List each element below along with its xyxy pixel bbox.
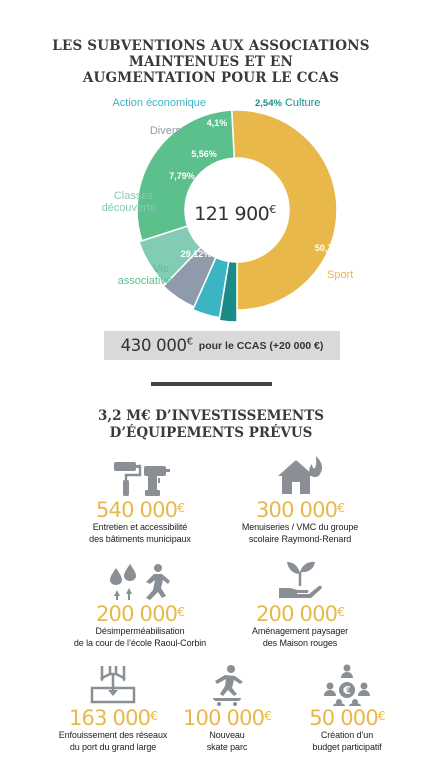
- investment-amount-unit: €: [150, 709, 158, 723]
- investment-amount: 50 000€: [309, 706, 385, 730]
- investment-amount-unit: €: [177, 501, 185, 515]
- investment-amount: 540 000€: [95, 498, 185, 522]
- investment-item: [58, 562, 222, 649]
- slice-percent-action-economique: 4,1%: [206, 118, 228, 128]
- investments-title-line: D’ÉQUIPEMENTS PRÉVUS: [109, 425, 313, 441]
- investment-desc-line: Nouveau: [209, 730, 245, 740]
- investment-amount-unit: €: [177, 605, 185, 619]
- investment-amount: 300 000€: [255, 498, 345, 522]
- investment-desc-line: budget participatif: [312, 741, 382, 752]
- investment-amount: 200 000€: [95, 602, 185, 626]
- investment-item: [48, 664, 178, 753]
- subsidies-title-line: LES SUBVENTIONS AUX ASSOCIATIONS: [52, 38, 370, 54]
- subsidies-donut-chart: [0, 0, 422, 330]
- slice-label-sport: Sport: [327, 269, 354, 281]
- investment-amount: 100 000€: [182, 706, 272, 730]
- donut-total-label: 121 900€: [194, 203, 276, 225]
- investment-amount: 163 000€: [68, 706, 158, 730]
- investment-desc-line: scolaire Raymond-Renard: [248, 533, 352, 544]
- ccas-text: pour le CCAS (+20 000 €): [198, 339, 324, 352]
- investment-item: [220, 558, 380, 649]
- investment-desc-line: Désimperméabilisation: [95, 626, 185, 636]
- slice-label-classes-line2: découverte: [101, 202, 156, 214]
- investment-item: [220, 454, 380, 545]
- slice-label-action-economique: Action économique: [112, 97, 206, 109]
- investment-item: [292, 664, 402, 753]
- ccas-amount-unit: €: [186, 336, 193, 348]
- network-burial-icon: [90, 664, 136, 706]
- water-drops-runner-icon: [106, 562, 174, 602]
- skateboarder-icon: [207, 664, 247, 706]
- slice-name-culture: Culture: [284, 97, 321, 109]
- investments-title: [0, 408, 422, 442]
- slice-label-divers: Divers: [149, 125, 181, 137]
- ccas-budget-box: [104, 331, 340, 360]
- ccas-amount: 430 000€: [120, 336, 193, 355]
- paint-roller-drill-icon: [110, 460, 170, 498]
- slice-label-vie-line1: Vie: [153, 263, 169, 275]
- slice-percent-sport: 50,78%: [314, 243, 346, 253]
- investment-desc-line: des Maison rouges: [262, 637, 338, 648]
- svg-text:€: €: [343, 684, 351, 697]
- investment-desc-line: du port du grand large: [69, 741, 157, 752]
- investments-title-line: 3,2 M€ D’INVESTISSEMENTS: [97, 408, 325, 424]
- investment-desc-line: Création d’un: [320, 730, 374, 740]
- people-euro-icon: [323, 664, 371, 706]
- slice-label-culture: [255, 97, 320, 109]
- slice-percent-culture: 2,54%: [255, 98, 282, 109]
- plant-hand-icon: [275, 558, 325, 602]
- investment-amount-unit: €: [377, 709, 385, 723]
- investment-amount-unit: €: [337, 605, 345, 619]
- investment-desc-line: Entretien et accessibilité: [92, 522, 188, 532]
- investment-desc-line: Enfouissement des réseaux: [58, 730, 168, 740]
- donut-total-unit: €: [269, 203, 276, 216]
- investment-desc-line: des bâtiments municipaux: [89, 533, 191, 544]
- slice-percent-divers: 5,56%: [191, 149, 217, 159]
- investment-desc-line: de la cour de l’école Raoul-Corbin: [73, 637, 207, 648]
- house-flame-icon: [272, 454, 328, 498]
- subsidies-title-line: MAINTENUES ET EN: [128, 54, 294, 70]
- slice-label-classes-line1: Classes: [113, 190, 153, 202]
- slice-label-vie-associative: [118, 263, 172, 287]
- slice-percent-vie-associative: 29,12%: [180, 249, 212, 259]
- slice-percent-classes-decouverte: 7,79%: [169, 171, 195, 181]
- investment-item: [60, 460, 220, 545]
- section-divider: [151, 382, 272, 386]
- investment-desc-line: Menuiseries / VMC du groupe: [241, 522, 359, 532]
- investment-item: [172, 664, 282, 753]
- investment-amount-unit: €: [264, 709, 272, 723]
- subsidies-title-line: AUGMENTATION POUR LE CCAS: [82, 70, 340, 86]
- slice-label-vie-line2: associative: [117, 275, 172, 287]
- investment-desc-line: Aménagement paysager: [251, 626, 349, 636]
- investment-amount: 200 000€: [255, 602, 345, 626]
- investment-amount-unit: €: [337, 501, 345, 515]
- investment-desc-line: skate parc: [206, 741, 248, 752]
- slice-label-classes-decouverte: [102, 190, 156, 214]
